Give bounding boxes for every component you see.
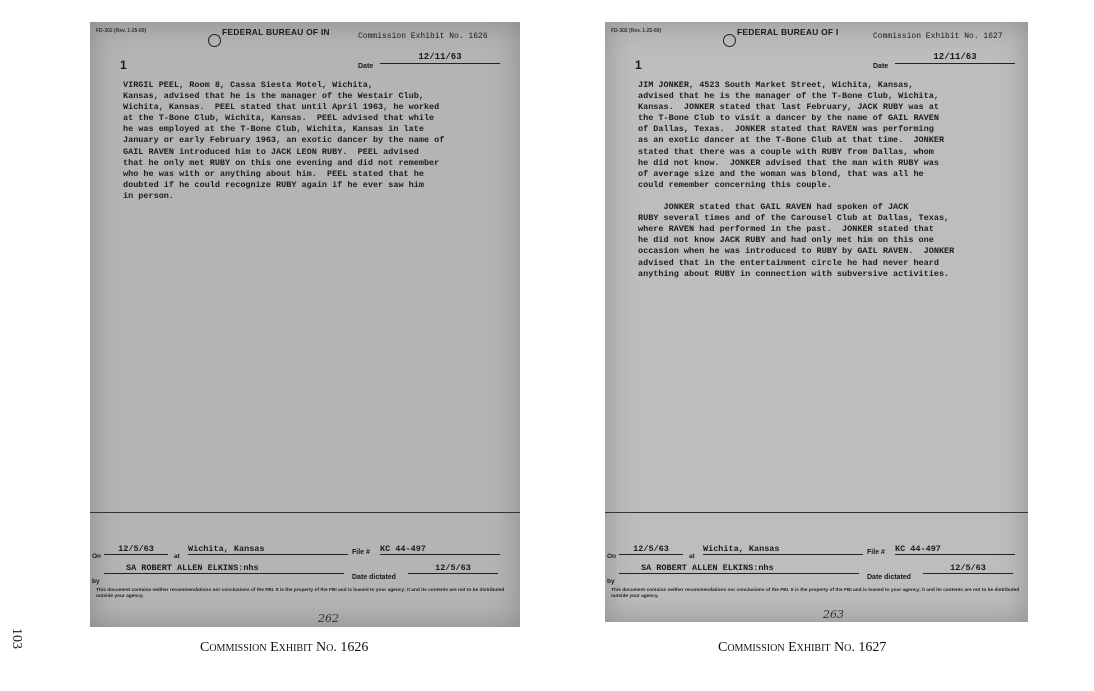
at-label: at [174, 553, 180, 560]
book-page-number: 103 [9, 628, 24, 649]
fbi-disclaimer: This document contains neither recommendations nor conclusions of the FBI. It is the property of the FBI and is loaned to your agency; it and its contents are not to be distributed outside your agency. [611, 588, 1020, 599]
report-date: 12/11/63 [895, 52, 1015, 64]
exhibit-header: Commission Exhibit No. 1627 [873, 32, 1003, 41]
on-label: On [607, 553, 617, 560]
form-number: FD-302 (Rev. 1-25-60) [96, 28, 147, 34]
date-label: Date [873, 63, 889, 70]
by-label: by [92, 578, 100, 585]
caption-exhibit-1626: Commission Exhibit No. 1626 [200, 640, 369, 655]
at-label: at [689, 553, 695, 560]
date-label: Date [358, 63, 374, 70]
dictated-date: 12/5/63 [923, 563, 1013, 574]
caption-exhibit-1627: Commission Exhibit No. 1627 [718, 640, 887, 655]
dictated-label: Date dictated [867, 574, 911, 581]
exhibit-1626-document [90, 22, 520, 627]
file-label: File # [352, 549, 370, 556]
interview-date: 12/5/63 [104, 544, 168, 555]
handwritten-number: 263 [823, 608, 844, 621]
form-number: FD-302 (Rev. 1-25-60) [611, 28, 662, 34]
handwritten-number: 262 [318, 612, 339, 625]
interview-body: VIRGIL PEEL, Room 8, Cassa Siesta Motel, Wichita, Kansas, advised that he is the manager of the Westair Club, Wichita, Kansas. PEEL stated that until April 1963, he worked at the T-Bone Club, Wichita, Kansas. PEEL advised that while he was employed at the T-Bone Club, Wichita, Kansas in late January or early February 1963, an exotic dancer by the name of GAIL RAVEN introduced him to JACK LEON RUBY. PEEL advised that he only met RUBY on this one evening and did not remember who he was with or anything about him. PEEL stated that he doubted if he could recognize RUBY again if he ever saw him in person. [123, 80, 445, 201]
dictated-date: 12/5/63 [408, 563, 498, 574]
dictated-label: Date dictated [352, 574, 396, 581]
agent-name: SA ROBERT ALLEN ELKINS:nhs [619, 563, 859, 574]
interview-date: 12/5/63 [619, 544, 683, 555]
file-number: KC 44-497 [380, 544, 500, 555]
on-label: On [92, 553, 102, 560]
fbi-seal-icon [208, 34, 221, 47]
page-number: 1 [635, 58, 642, 72]
exhibit-1627-document [605, 22, 1028, 622]
exhibit-header: Commission Exhibit No. 1626 [358, 32, 488, 41]
agent-name: SA ROBERT ALLEN ELKINS:nhs [104, 563, 344, 574]
file-label: File # [867, 549, 885, 556]
report-date: 12/11/63 [380, 52, 500, 64]
bureau-header: FEDERAL BUREAU OF I [737, 27, 839, 37]
interview-body: JIM JONKER, 4523 South Market Street, Wichita, Kansas, advised that he is the manager of the T-Bone Club, Wichita, Kansas. JONKER stated that last February, JACK RUBY was at the T-Bone Club to visit a dancer by the name of GAIL RAVEN of Dallas, Texas. JONKER stated that RAVEN was performing as an exotic dancer at the T-Bone Club at that time. JONKER stated that there was a couple with RUBY from Dallas, whom he did not know. JONKER advised that the man with RUBY was of average size and the woman was blond, that was all he could remember concerning this couple. JONKER stated that GAIL RAVEN had spoken of JACK RUBY several times and of the Carousel Club at Dallas, Texas, where RAVEN had performed in the past. JONKER stated that he did not know JACK RUBY and had only met him on this one occasion when he was introduced to RUBY by GAIL RAVEN. JONKER advised that in the entertainment circle he had never heard anything about RUBY in connection with subversive activities. [638, 80, 955, 279]
file-number: KC 44-497 [895, 544, 1015, 555]
divider [605, 512, 1028, 513]
page-number: 1 [120, 58, 127, 72]
fbi-seal-icon [723, 34, 736, 47]
interview-place: Wichita, Kansas [188, 544, 348, 555]
fbi-disclaimer: This document contains neither recommendations nor conclusions of the FBI. It is the property of the FBI and is loaned to your agency; it and its contents are not to be distributed outside your agency. [96, 588, 505, 599]
interview-place: Wichita, Kansas [703, 544, 863, 555]
bureau-header: FEDERAL BUREAU OF IN [222, 27, 330, 37]
divider [90, 512, 520, 513]
by-label: by [607, 578, 615, 585]
